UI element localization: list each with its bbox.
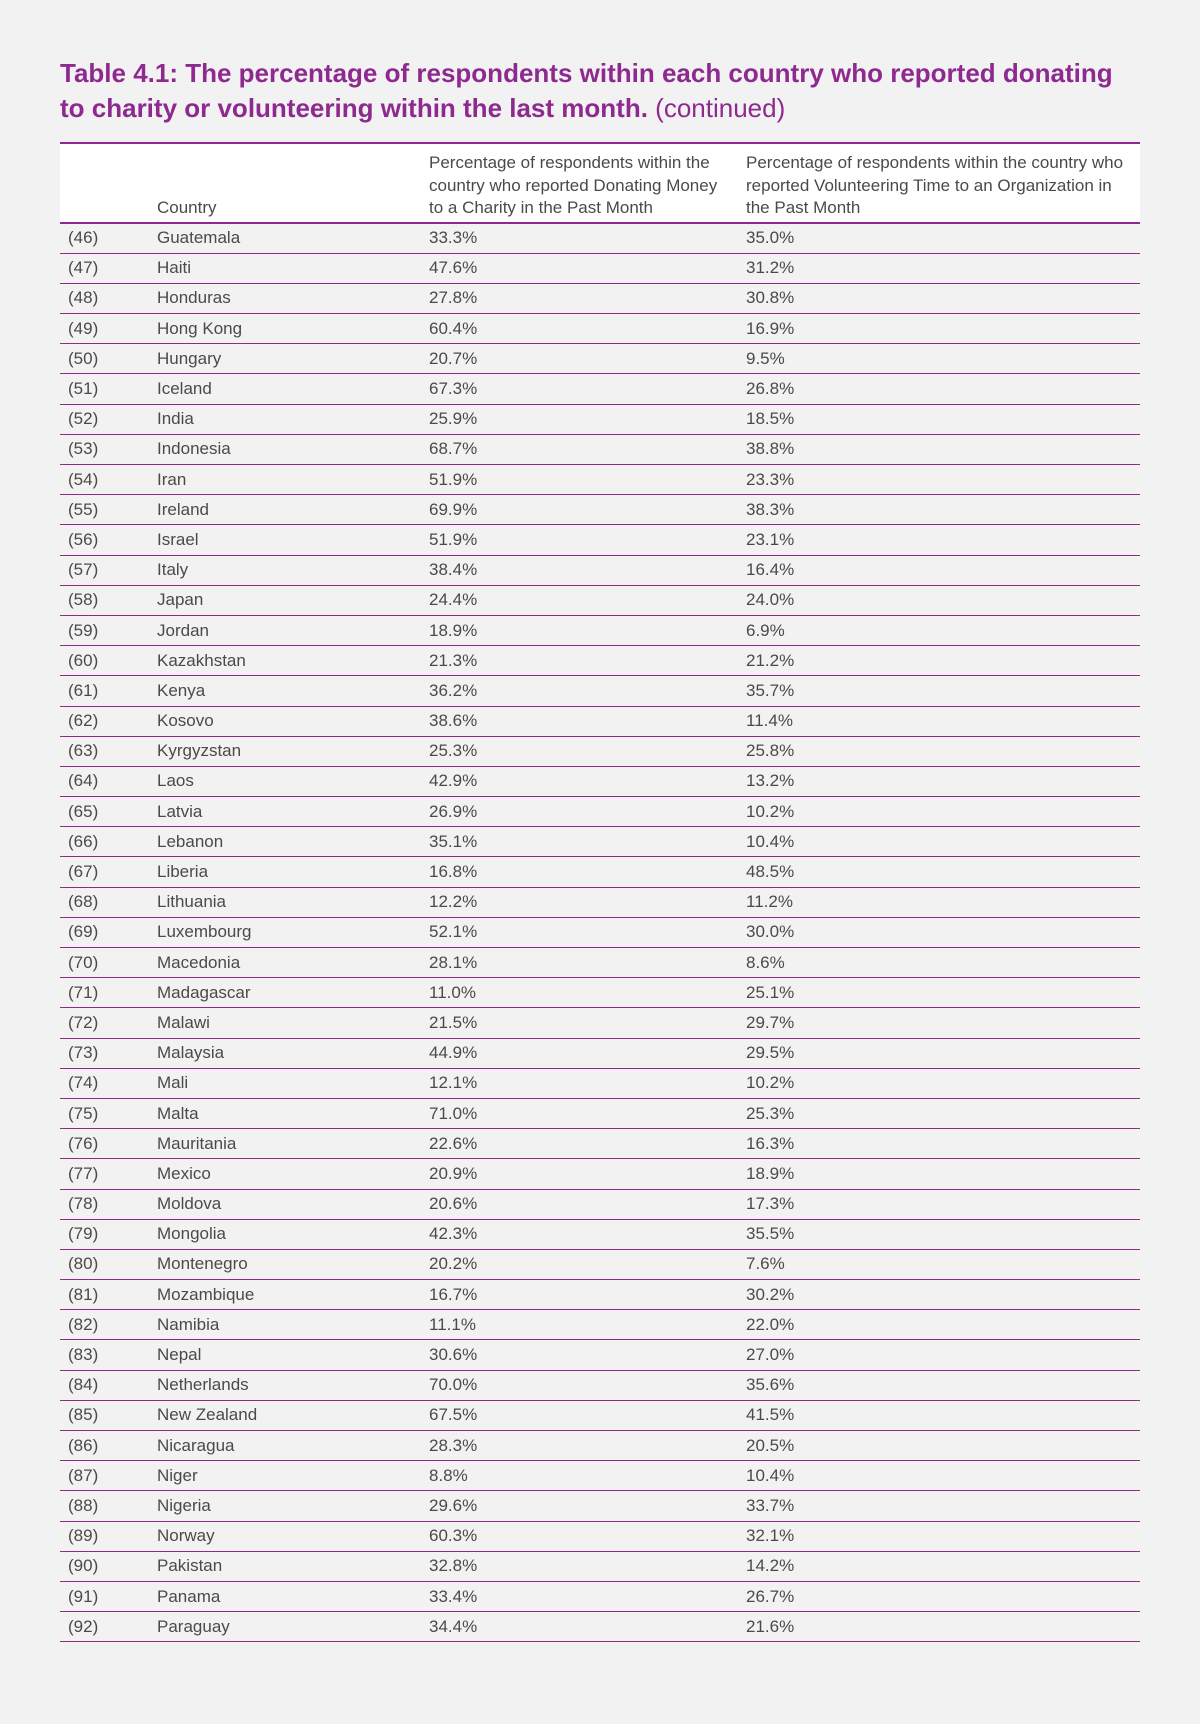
row-volunteering-value: 35.6% xyxy=(746,1370,1140,1400)
table-row xyxy=(60,766,1140,796)
row-number: (78) xyxy=(60,1189,157,1219)
table-row xyxy=(60,1280,1140,1310)
row-donating-value: 21.3% xyxy=(429,646,746,676)
row-number: (60) xyxy=(60,646,157,676)
row-number: (49) xyxy=(60,314,157,344)
row-number: (87) xyxy=(60,1461,157,1491)
row-country: Ireland xyxy=(157,495,429,525)
row-number: (48) xyxy=(60,283,157,313)
table-title xyxy=(60,56,1140,126)
row-country: Madagascar xyxy=(157,978,429,1008)
row-number: (84) xyxy=(60,1370,157,1400)
row-volunteering-value: 35.5% xyxy=(746,1219,1140,1249)
row-number: (81) xyxy=(60,1280,157,1310)
row-number: (67) xyxy=(60,857,157,887)
row-volunteering-value: 10.4% xyxy=(746,827,1140,857)
row-donating-value: 34.4% xyxy=(429,1612,746,1642)
data-table-container xyxy=(60,142,1140,1642)
row-volunteering-value: 16.3% xyxy=(746,1129,1140,1159)
row-donating-value: 8.8% xyxy=(429,1461,746,1491)
row-number: (70) xyxy=(60,948,157,978)
table-row xyxy=(60,283,1140,313)
row-volunteering-value: 6.9% xyxy=(746,615,1140,645)
row-country: Mongolia xyxy=(157,1219,429,1249)
row-country: Haiti xyxy=(157,253,429,283)
title-continued: (continued) xyxy=(655,93,786,123)
row-donating-value: 69.9% xyxy=(429,495,746,525)
row-donating-value: 38.6% xyxy=(429,706,746,736)
header-number xyxy=(60,143,157,223)
row-volunteering-value: 16.9% xyxy=(746,314,1140,344)
row-volunteering-value: 14.2% xyxy=(746,1551,1140,1581)
row-volunteering-value: 32.1% xyxy=(746,1521,1140,1551)
row-volunteering-value: 11.4% xyxy=(746,706,1140,736)
row-number: (65) xyxy=(60,797,157,827)
table-row xyxy=(60,1612,1140,1642)
row-number: (69) xyxy=(60,917,157,947)
row-country: India xyxy=(157,404,429,434)
row-number: (54) xyxy=(60,465,157,495)
row-country: New Zealand xyxy=(157,1400,429,1430)
row-donating-value: 20.2% xyxy=(429,1249,746,1279)
row-number: (51) xyxy=(60,374,157,404)
table-row xyxy=(60,978,1140,1008)
row-donating-value: 33.3% xyxy=(429,223,746,254)
row-country: Luxembourg xyxy=(157,917,429,947)
row-country: Nepal xyxy=(157,1340,429,1370)
row-number: (92) xyxy=(60,1612,157,1642)
row-volunteering-value: 35.7% xyxy=(746,676,1140,706)
row-volunteering-value: 16.4% xyxy=(746,555,1140,585)
row-number: (63) xyxy=(60,736,157,766)
row-number: (68) xyxy=(60,887,157,917)
row-donating-value: 42.3% xyxy=(429,1219,746,1249)
row-volunteering-value: 38.3% xyxy=(746,495,1140,525)
row-number: (71) xyxy=(60,978,157,1008)
row-country: Mozambique xyxy=(157,1280,429,1310)
row-country: Namibia xyxy=(157,1310,429,1340)
row-number: (47) xyxy=(60,253,157,283)
row-volunteering-value: 24.0% xyxy=(746,585,1140,615)
table-row xyxy=(60,434,1140,464)
table-row xyxy=(60,1370,1140,1400)
row-donating-value: 26.9% xyxy=(429,797,746,827)
row-donating-value: 36.2% xyxy=(429,676,746,706)
row-donating-value: 29.6% xyxy=(429,1491,746,1521)
table-row xyxy=(60,1219,1140,1249)
row-country: Kyrgyzstan xyxy=(157,736,429,766)
row-country: Paraguay xyxy=(157,1612,429,1642)
row-volunteering-value: 41.5% xyxy=(746,1400,1140,1430)
row-donating-value: 33.4% xyxy=(429,1581,746,1611)
row-donating-value: 25.3% xyxy=(429,736,746,766)
row-number: (58) xyxy=(60,585,157,615)
row-number: (85) xyxy=(60,1400,157,1430)
row-country: Mauritania xyxy=(157,1129,429,1159)
row-number: (75) xyxy=(60,1098,157,1128)
row-volunteering-value: 38.8% xyxy=(746,434,1140,464)
row-country: Malaysia xyxy=(157,1038,429,1068)
row-volunteering-value: 22.0% xyxy=(746,1310,1140,1340)
table-header xyxy=(60,143,1140,223)
row-volunteering-value: 10.2% xyxy=(746,797,1140,827)
row-donating-value: 60.3% xyxy=(429,1521,746,1551)
table-row xyxy=(60,1310,1140,1340)
row-volunteering-value: 30.0% xyxy=(746,917,1140,947)
row-donating-value: 11.0% xyxy=(429,978,746,1008)
table-row xyxy=(60,1431,1140,1461)
row-number: (80) xyxy=(60,1249,157,1279)
row-number: (50) xyxy=(60,344,157,374)
row-donating-value: 24.4% xyxy=(429,585,746,615)
row-donating-value: 32.8% xyxy=(429,1551,746,1581)
row-volunteering-value: 35.0% xyxy=(746,223,1140,254)
row-number: (59) xyxy=(60,615,157,645)
row-donating-value: 38.4% xyxy=(429,555,746,585)
row-number: (73) xyxy=(60,1038,157,1068)
table-row xyxy=(60,1159,1140,1189)
row-donating-value: 67.3% xyxy=(429,374,746,404)
table-row xyxy=(60,374,1140,404)
row-country: Iceland xyxy=(157,374,429,404)
row-country: Malta xyxy=(157,1098,429,1128)
table-row xyxy=(60,1581,1140,1611)
table-row xyxy=(60,253,1140,283)
row-country: Jordan xyxy=(157,615,429,645)
table-row xyxy=(60,404,1140,434)
row-volunteering-value: 13.2% xyxy=(746,766,1140,796)
row-number: (56) xyxy=(60,525,157,555)
row-volunteering-value: 33.7% xyxy=(746,1491,1140,1521)
row-country: Nicaragua xyxy=(157,1431,429,1461)
row-country: Netherlands xyxy=(157,1370,429,1400)
row-donating-value: 70.0% xyxy=(429,1370,746,1400)
row-volunteering-value: 9.5% xyxy=(746,344,1140,374)
row-number: (76) xyxy=(60,1129,157,1159)
table-row xyxy=(60,1129,1140,1159)
row-donating-value: 68.7% xyxy=(429,434,746,464)
row-donating-value: 67.5% xyxy=(429,1400,746,1430)
row-number: (53) xyxy=(60,434,157,464)
row-donating-value: 28.1% xyxy=(429,948,746,978)
table-row xyxy=(60,1340,1140,1370)
row-donating-value: 42.9% xyxy=(429,766,746,796)
row-country: Israel xyxy=(157,525,429,555)
row-country: Kenya xyxy=(157,676,429,706)
table-row xyxy=(60,917,1140,947)
row-volunteering-value: 23.3% xyxy=(746,465,1140,495)
table-row xyxy=(60,797,1140,827)
row-donating-value: 12.1% xyxy=(429,1068,746,1098)
table-row xyxy=(60,615,1140,645)
table-row xyxy=(60,585,1140,615)
row-volunteering-value: 29.7% xyxy=(746,1008,1140,1038)
row-number: (74) xyxy=(60,1068,157,1098)
row-number: (46) xyxy=(60,223,157,254)
table-row xyxy=(60,1068,1140,1098)
row-donating-value: 12.2% xyxy=(429,887,746,917)
row-donating-value: 71.0% xyxy=(429,1098,746,1128)
row-country: Niger xyxy=(157,1461,429,1491)
row-number: (61) xyxy=(60,676,157,706)
row-volunteering-value: 10.4% xyxy=(746,1461,1140,1491)
row-country: Indonesia xyxy=(157,434,429,464)
table-row xyxy=(60,555,1140,585)
row-volunteering-value: 8.6% xyxy=(746,948,1140,978)
row-country: Moldova xyxy=(157,1189,429,1219)
row-donating-value: 18.9% xyxy=(429,615,746,645)
row-volunteering-value: 21.2% xyxy=(746,646,1140,676)
row-country: Mexico xyxy=(157,1159,429,1189)
table-row xyxy=(60,1189,1140,1219)
row-number: (90) xyxy=(60,1551,157,1581)
row-donating-value: 16.7% xyxy=(429,1280,746,1310)
row-country: Lithuania xyxy=(157,887,429,917)
table-row xyxy=(60,1551,1140,1581)
row-country: Hungary xyxy=(157,344,429,374)
row-number: (82) xyxy=(60,1310,157,1340)
row-donating-value: 30.6% xyxy=(429,1340,746,1370)
row-volunteering-value: 31.2% xyxy=(746,253,1140,283)
table-row xyxy=(60,1008,1140,1038)
row-country: Kosovo xyxy=(157,706,429,736)
row-donating-value: 52.1% xyxy=(429,917,746,947)
row-country: Italy xyxy=(157,555,429,585)
table-row xyxy=(60,465,1140,495)
table-row xyxy=(60,706,1140,736)
row-volunteering-value: 23.1% xyxy=(746,525,1140,555)
table-row xyxy=(60,948,1140,978)
table-row xyxy=(60,857,1140,887)
row-number: (66) xyxy=(60,827,157,857)
row-country: Nigeria xyxy=(157,1491,429,1521)
row-volunteering-value: 25.1% xyxy=(746,978,1140,1008)
row-donating-value: 51.9% xyxy=(429,525,746,555)
table-row xyxy=(60,1461,1140,1491)
row-number: (64) xyxy=(60,766,157,796)
row-donating-value: 20.9% xyxy=(429,1159,746,1189)
header-row xyxy=(60,143,1140,223)
row-country: Macedonia xyxy=(157,948,429,978)
row-number: (72) xyxy=(60,1008,157,1038)
row-donating-value: 25.9% xyxy=(429,404,746,434)
row-donating-value: 16.8% xyxy=(429,857,746,887)
row-number: (89) xyxy=(60,1521,157,1551)
row-number: (88) xyxy=(60,1491,157,1521)
row-donating-value: 51.9% xyxy=(429,465,746,495)
row-number: (52) xyxy=(60,404,157,434)
row-country: Montenegro xyxy=(157,1249,429,1279)
table-row xyxy=(60,525,1140,555)
table-row xyxy=(60,495,1140,525)
row-donating-value: 11.1% xyxy=(429,1310,746,1340)
table-row xyxy=(60,676,1140,706)
row-donating-value: 28.3% xyxy=(429,1431,746,1461)
row-number: (86) xyxy=(60,1431,157,1461)
row-volunteering-value: 30.2% xyxy=(746,1280,1140,1310)
row-volunteering-value: 18.9% xyxy=(746,1159,1140,1189)
row-volunteering-value: 21.6% xyxy=(746,1612,1140,1642)
row-donating-value: 47.6% xyxy=(429,253,746,283)
row-country: Panama xyxy=(157,1581,429,1611)
table-row xyxy=(60,1400,1140,1430)
row-volunteering-value: 10.2% xyxy=(746,1068,1140,1098)
row-donating-value: 35.1% xyxy=(429,827,746,857)
row-country: Kazakhstan xyxy=(157,646,429,676)
table-row xyxy=(60,827,1140,857)
row-country: Malawi xyxy=(157,1008,429,1038)
row-donating-value: 27.8% xyxy=(429,283,746,313)
row-country: Guatemala xyxy=(157,223,429,254)
row-number: (55) xyxy=(60,495,157,525)
row-volunteering-value: 7.6% xyxy=(746,1249,1140,1279)
table-row xyxy=(60,1521,1140,1551)
row-volunteering-value: 25.8% xyxy=(746,736,1140,766)
row-country: Latvia xyxy=(157,797,429,827)
row-number: (77) xyxy=(60,1159,157,1189)
row-donating-value: 21.5% xyxy=(429,1008,746,1038)
row-volunteering-value: 11.2% xyxy=(746,887,1140,917)
table-row xyxy=(60,1038,1140,1068)
row-volunteering-value: 48.5% xyxy=(746,857,1140,887)
table-row xyxy=(60,344,1140,374)
row-volunteering-value: 27.0% xyxy=(746,1340,1140,1370)
table-row xyxy=(60,1249,1140,1279)
row-volunteering-value: 30.8% xyxy=(746,283,1140,313)
title-main: Table 4.1: The percentage of respondents within each country who reported donating to charity or volunteering within the last month. xyxy=(60,58,1113,123)
table-row xyxy=(60,314,1140,344)
row-number: (83) xyxy=(60,1340,157,1370)
row-donating-value: 20.6% xyxy=(429,1189,746,1219)
row-number: (91) xyxy=(60,1581,157,1611)
row-country: Norway xyxy=(157,1521,429,1551)
row-volunteering-value: 20.5% xyxy=(746,1431,1140,1461)
row-number: (79) xyxy=(60,1219,157,1249)
table-row xyxy=(60,1098,1140,1128)
row-volunteering-value: 25.3% xyxy=(746,1098,1140,1128)
row-donating-value: 60.4% xyxy=(429,314,746,344)
table-row xyxy=(60,223,1140,254)
table-row xyxy=(60,887,1140,917)
row-country: Mali xyxy=(157,1068,429,1098)
row-country: Iran xyxy=(157,465,429,495)
header-volunteering: Percentage of respondents within the country who reported Volunteering Time to an Organization in the Past Month xyxy=(746,143,1140,223)
header-country: Country xyxy=(157,143,429,223)
row-country: Lebanon xyxy=(157,827,429,857)
row-country: Liberia xyxy=(157,857,429,887)
row-country: Honduras xyxy=(157,283,429,313)
table-body xyxy=(60,223,1140,1642)
row-number: (57) xyxy=(60,555,157,585)
row-country: Pakistan xyxy=(157,1551,429,1581)
header-donating: Percentage of respondents within the country who reported Donating Money to a Charity in the Past Month xyxy=(429,143,746,223)
table-row xyxy=(60,646,1140,676)
row-volunteering-value: 18.5% xyxy=(746,404,1140,434)
row-volunteering-value: 26.7% xyxy=(746,1581,1140,1611)
table-row xyxy=(60,736,1140,766)
row-country: Laos xyxy=(157,766,429,796)
row-donating-value: 22.6% xyxy=(429,1129,746,1159)
data-table xyxy=(60,142,1140,1642)
row-country: Japan xyxy=(157,585,429,615)
row-volunteering-value: 29.5% xyxy=(746,1038,1140,1068)
row-country: Hong Kong xyxy=(157,314,429,344)
row-donating-value: 20.7% xyxy=(429,344,746,374)
row-volunteering-value: 26.8% xyxy=(746,374,1140,404)
row-donating-value: 44.9% xyxy=(429,1038,746,1068)
table-row xyxy=(60,1491,1140,1521)
row-number: (62) xyxy=(60,706,157,736)
row-volunteering-value: 17.3% xyxy=(746,1189,1140,1219)
